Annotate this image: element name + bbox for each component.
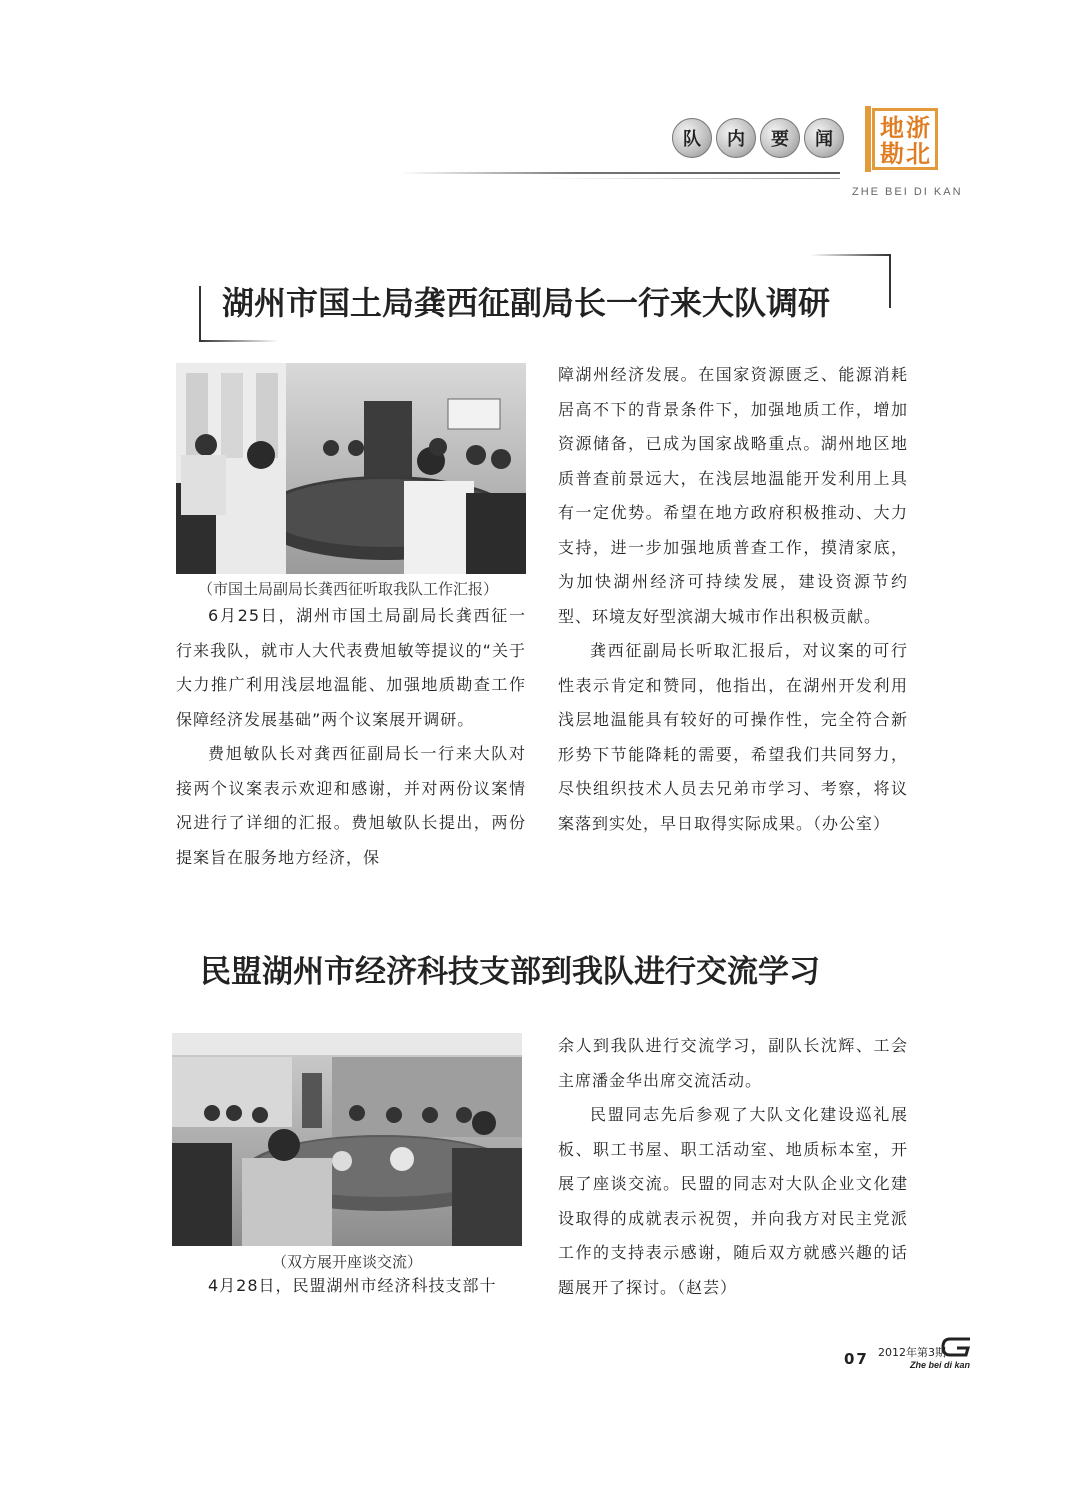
- logo-char: 北: [906, 139, 930, 168]
- section-badge: 要: [760, 118, 800, 158]
- logo-char: 勘: [880, 139, 904, 168]
- page-number: 07: [844, 1350, 869, 1368]
- magazine-mark-icon: [940, 1336, 974, 1358]
- paragraph: 6月25日，湖州市国土局副局长龚西征一行来我队，就市人大代表费旭敏等提议的“关于大力推广利用浅层地温能、加强地质勘查工作保障经济发展基础”两个议案展开调研。: [176, 606, 526, 729]
- meeting-photo-icon: [172, 1033, 522, 1246]
- article2-photo-caption: （双方展开座谈交流）: [272, 1253, 423, 1271]
- title-frame-right-top: [810, 254, 890, 256]
- article1-left-column: [176, 599, 526, 875]
- header-rule-thin: [540, 178, 840, 179]
- paragraph: 余人到我队进行交流学习，副队长沈辉、工会主席潘金华出席交流活动。: [558, 1036, 908, 1090]
- logo-char: 地: [880, 113, 904, 142]
- title-frame-left-bottom: [199, 340, 279, 342]
- header-rule: [400, 172, 840, 174]
- paragraph: 4月28日，民盟湖州市经济科技支部十: [208, 1276, 497, 1295]
- logo-char: 浙: [906, 113, 930, 142]
- section-badge: 内: [716, 118, 756, 158]
- section-badge: 队: [672, 118, 712, 158]
- footer-english: Zhe bei di kan: [910, 1360, 971, 1370]
- article2-left-column: [176, 1269, 526, 1304]
- paragraph: 费旭敏队长对龚西征副局长一行来大队对接两个议案表示欢迎和感谢，并对两份议案情况进行了详细的汇报。费旭敏队长提出，两份提案旨在服务地方经济，保: [176, 744, 526, 867]
- paragraph: 障湖州经济发展。在国家资源匮乏、能源消耗居高不下的背景条件下，加强地质工作，增加资源储备，已成为国家战略重点。湖州地区地质普查前景远大，在浅层地温能开发利用上具有一定优势。希望在地方政府积极推动、大力支持，进一步加强地质普查工作，摸清家底，为加快湖州经济可持续发展，建设资源节约型、环境友好型滨湖大城市作出积极贡献。: [558, 365, 908, 626]
- article2-title: 民盟湖州市经济科技支部到我队进行交流学习: [200, 954, 820, 990]
- article2-right-column: [558, 1029, 908, 1305]
- title-frame-left: [199, 286, 201, 342]
- article1-right-column: [558, 358, 908, 841]
- paragraph: 龚西征副局长听取汇报后，对议案的可行性表示肯定和赞同，他指出，在湖州开发利用浅层地温能具有较好的可操作性，完全符合新形势下节能降耗的需要，希望我们共同努力，尽快组织技术人员去兄弟市学习、考察，将议案落到实处，早日取得实际成果。（办公室）: [558, 641, 908, 833]
- issue-label: 2012年第3期: [878, 1346, 946, 1359]
- section-badges: [672, 118, 844, 158]
- article1-photo: [176, 363, 526, 574]
- title-frame-right: [889, 254, 891, 308]
- meeting-photo-icon: [176, 363, 526, 574]
- logo-bar: [865, 106, 871, 172]
- section-badge: 闻: [804, 118, 844, 158]
- logo-english: ZHE BEI DI KAN: [852, 186, 963, 198]
- article1-title: 湖州市国土局龚西征副局长一行来大队调研: [222, 284, 831, 322]
- paragraph: 民盟同志先后参观了大队文化建设巡礼展板、职工书屋、职工活动室、地质标本室，开展了座谈交流。民盟的同志对大队企业文化建设取得的成就表示祝贺，并向我方对民主党派工作的支持表示感谢，随后双方就感兴趣的话题展开了探讨。（赵芸）: [558, 1105, 908, 1297]
- article2-photo: [172, 1033, 522, 1246]
- article1-photo-caption: （市国土局副局长龚西征听取我队工作汇报）: [198, 580, 499, 598]
